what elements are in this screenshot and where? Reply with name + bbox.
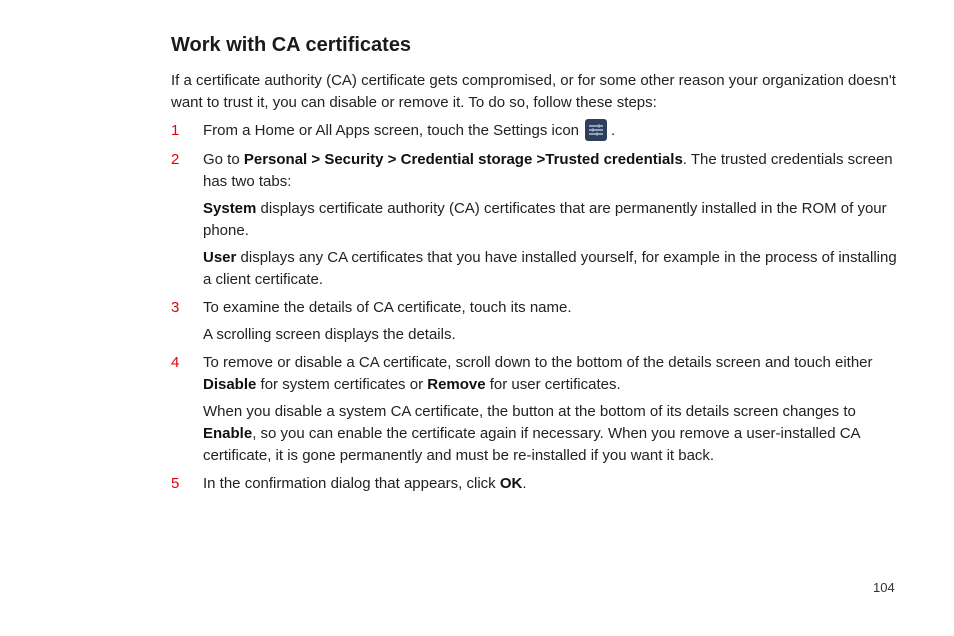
system-tab-description: System displays certificate authority (CA) certificates that are permanently installed in the ROM of your phone. [203,200,887,239]
page-title: Work with CA certificates [171,34,412,56]
step-number: 2 [171,151,180,168]
intro-paragraph: If a certificate authority (CA) certificate gets compromised, or for some other reason your organization doesn't want to trust it, you can disable or remove it. To do so, follow these steps: [171,72,896,111]
step-5-text: In the confirmation dialog that appears, click OK. [203,475,527,492]
step-3-text: To examine the details of CA certificate, touch its name. [203,299,572,316]
step-3-result: A scrolling screen displays the details. [203,326,456,343]
step-2-text: Go to Personal > Security > Credential storage >Trusted credentials. The trusted credentials screen has two tabs: [203,151,893,190]
page-number: 104 [873,580,895,595]
user-tab-description: User displays any CA certificates that you have installed yourself, for example in the process of installing a client certificate. [203,249,897,288]
step-2 [171,149,901,291]
step-number: 3 [171,299,180,316]
step-1 [171,120,901,142]
step-number: 4 [171,354,180,371]
step-4-text: To remove or disable a CA certificate, scroll down to the bottom of the details screen and touch either Disable for system certificates or Remove for user certificates. [203,354,873,393]
step-4-note: When you disable a system CA certificate, the button at the bottom of its details screen changes to Enable, so you can enable the certificate again if necessary. When you remove a user-installed CA certificate, it is gone permanently and must be re-installed if you want it back. [203,403,860,464]
step-4 [171,352,901,467]
step-5 [171,473,901,495]
step-number: 1 [171,122,180,139]
step-1-text: From a Home or All Apps screen, touch the Settings icon . [203,120,901,142]
step-3 [171,297,901,346]
step-number: 5 [171,475,180,492]
settings-path: Personal > Security > Credential storage >Trusted credentials [243,151,683,168]
settings-icon [585,119,607,141]
